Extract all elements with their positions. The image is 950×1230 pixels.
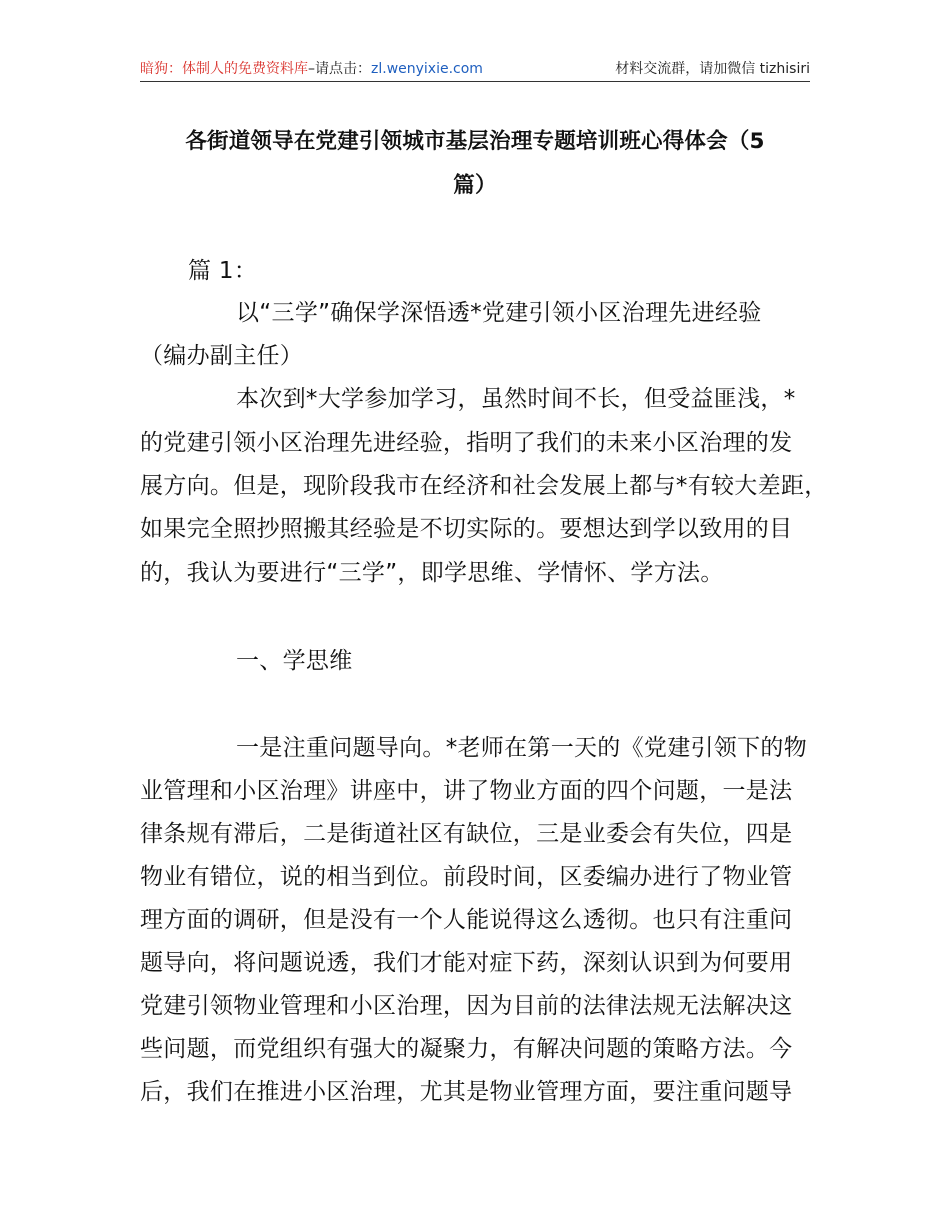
section-heading: 一、学思维 <box>236 648 353 674</box>
header-contact: 材料交流群，请加微信 tizhisiri <box>615 61 810 77</box>
paragraph-line: 题导向，将问题说透，我们才能对症下药，深刻认识到为何要用 <box>140 950 793 976</box>
paragraph-line: 律条规有滞后，二是街道社区有缺位，三是业委会有失位，四是 <box>140 821 793 847</box>
paragraph-line: 一是注重问题导向。*老师在第一天的《党建引领下的物 <box>236 735 807 761</box>
paragraph-line: 本次到*大学参加学习，虽然时间不长，但受益匪浅，* <box>236 386 796 412</box>
paragraph-line: 物业有错位，说的相当到位。前段时间，区委编办进行了物业管 <box>140 864 793 890</box>
document-title-line-2: 篇） <box>453 173 497 198</box>
paragraph-line: 的党建引领小区治理先进经验，指明了我们的未来小区治理的发 <box>140 430 793 456</box>
paragraph-line: 理方面的调研，但是没有一个人能说得这么透彻。也只有注重问 <box>140 907 793 933</box>
paragraph-line: 的，我认为要进行“三学”，即学思维、学情怀、学方法。 <box>140 560 724 586</box>
paragraph-line: 后，我们在推进小区治理，尤其是物业管理方面，要注重问题导 <box>140 1079 793 1105</box>
paragraph-line: 如果完全照抄照搬其经验是不切实际的。要想达到学以致用的目 <box>140 516 793 542</box>
section-label: 篇 1： <box>188 258 258 284</box>
header-divider <box>140 81 810 82</box>
paragraph-line: 些问题，而党组织有强大的凝聚力，有解决问题的策略方法。今 <box>140 1036 793 1062</box>
header-url-link[interactable]: zl.wenyixie.com <box>371 61 483 77</box>
article-subtitle: 以“三学”确保学深悟透*党建引领小区治理先进经验 <box>236 300 762 326</box>
author-role: （编办副主任） <box>140 343 304 369</box>
document-title-line-1: 各街道领导在党建引领城市基层治理专题培训班心得体会（5 <box>185 129 765 154</box>
paragraph-line: 党建引领物业管理和小区治理，因为目前的法律法规无法解决这 <box>140 993 793 1019</box>
header-site-name: 暗狗：体制人的免费资料库 <box>140 61 308 77</box>
paragraph-line: 展方向。但是，现阶段我市在经济和社会发展上都与*有较大差距， <box>140 473 828 499</box>
page-header <box>140 58 810 80</box>
header-click-prompt: –请点击： <box>308 61 371 77</box>
paragraph-line: 业管理和小区治理》讲座中，讲了物业方面的四个问题，一是法 <box>140 778 793 804</box>
